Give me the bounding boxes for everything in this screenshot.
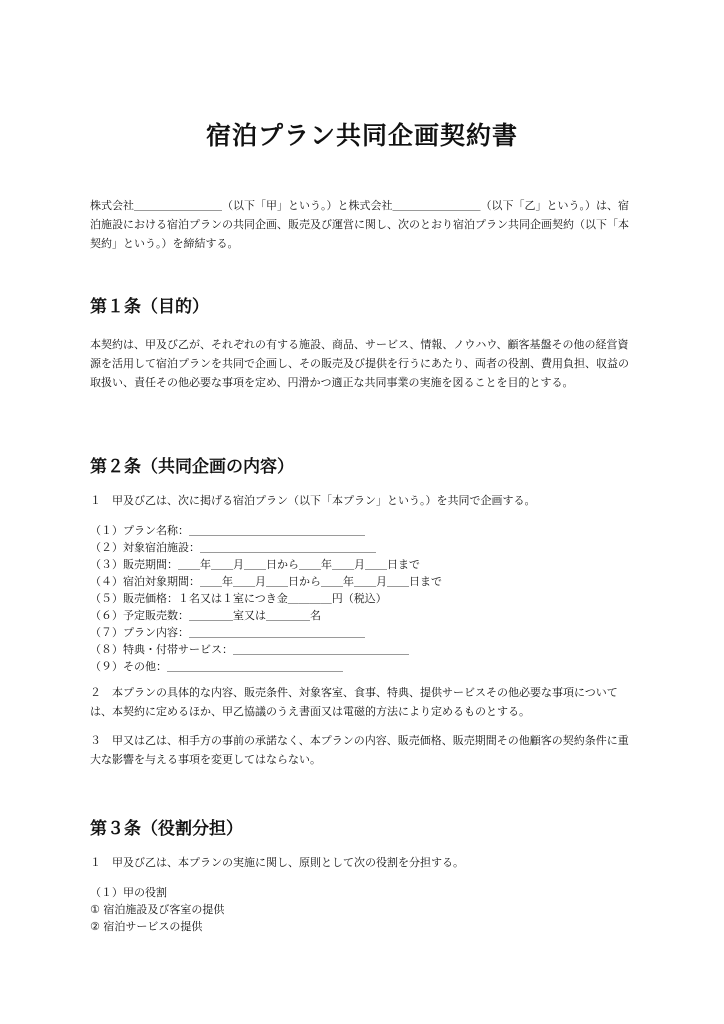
document-title: 宿泊プラン共同企画契約書 <box>205 121 518 150</box>
list-item: （９）その他：＿＿＿＿＿＿＿＿＿＿＿＿＿＿＿＿ <box>90 660 343 673</box>
list-item: （１）甲の役割 <box>90 886 167 899</box>
list-item: （６）予定販売数：＿＿＿＿室又は＿＿＿＿名 <box>90 609 321 622</box>
list-item: ① 宿泊施設及び客室の提供 <box>90 903 225 916</box>
article-2-plan-items <box>90 522 638 675</box>
list-item: （７）プラン内容：＿＿＿＿＿＿＿＿＿＿＿＿＿＿＿＿ <box>90 626 365 639</box>
list-item: （３）販売期間：＿＿年＿＿月＿＿日から＿＿年＿＿月＿＿日まで <box>90 558 420 571</box>
article-2-paragraph-1: １ 甲及び乙は、次に掲げる宿泊プラン（以下「本プラン」という。）を共同で企画する。 <box>90 494 536 507</box>
list-item: （１）プラン名称：＿＿＿＿＿＿＿＿＿＿＿＿＿＿＿＿ <box>90 524 365 537</box>
article-3-heading: 第３条（役割分担） <box>90 819 243 839</box>
list-item: （４）宿泊対象期間：＿＿年＿＿月＿＿日から＿＿年＿＿月＿＿日まで <box>90 575 442 588</box>
article-1-heading: 第１条（目的） <box>90 297 209 317</box>
preamble-paragraph: 株式会社＿＿＿＿＿＿＿＿（以下「甲」という。）と株式会社＿＿＿＿＿＿＿＿（以下「乙」という。）は、宿泊施設における宿泊プランの共同企画、販売及び運営に関し、次のとおり宿泊プラン共同企画契約（以下「本契約」という。）を締結する。 <box>90 199 629 250</box>
article-3-paragraph-1: １ 甲及び乙は、本プランの実施に関し、原則として次の役割を分担する。 <box>90 856 464 869</box>
article-2-paragraph-3: ３ 甲又は乙は、相手方の事前の承諾なく、本プランの内容、販売価格、販売期間その他顧客の契約条件に重大な影響を与える事項を変更してはならない。 <box>90 734 629 766</box>
list-item: （５）販売価格：１名又は１室につき金＿＿＿＿円（税込） <box>90 592 387 605</box>
list-item: （２）対象宿泊施設：＿＿＿＿＿＿＿＿＿＿＿＿＿＿＿＿ <box>90 541 376 554</box>
list-item: （８）特典・付帯サービス：＿＿＿＿＿＿＿＿＿＿＿＿＿＿＿＿ <box>90 643 409 656</box>
article-1-body: 本契約は、甲及び乙が、それぞれの有する施設、商品、サービス、情報、ノウハウ、顧客基盤その他の経営資源を活用して宿泊プランを共同で企画し、その販売及び提供を行うにあたり、両者の役割、費用負担、収益の取扱い、責任その他必要な事項を定め、円滑かつ適正な共同事業の実施を図ることを目的とする。 <box>90 338 629 389</box>
article-2-paragraph-2: ２ 本プランの具体的な内容、販売条件、対象客室、食事、特典、提供サービスその他必要な事項については、本契約に定めるほか、甲乙協議のうえ書面又は電磁的方法により定めるものとする。 <box>90 686 618 718</box>
article-2-heading: 第２条（共同企画の内容） <box>90 457 294 477</box>
article-3-role-items <box>90 884 638 935</box>
list-item: ② 宿泊サービスの提供 <box>90 920 203 933</box>
